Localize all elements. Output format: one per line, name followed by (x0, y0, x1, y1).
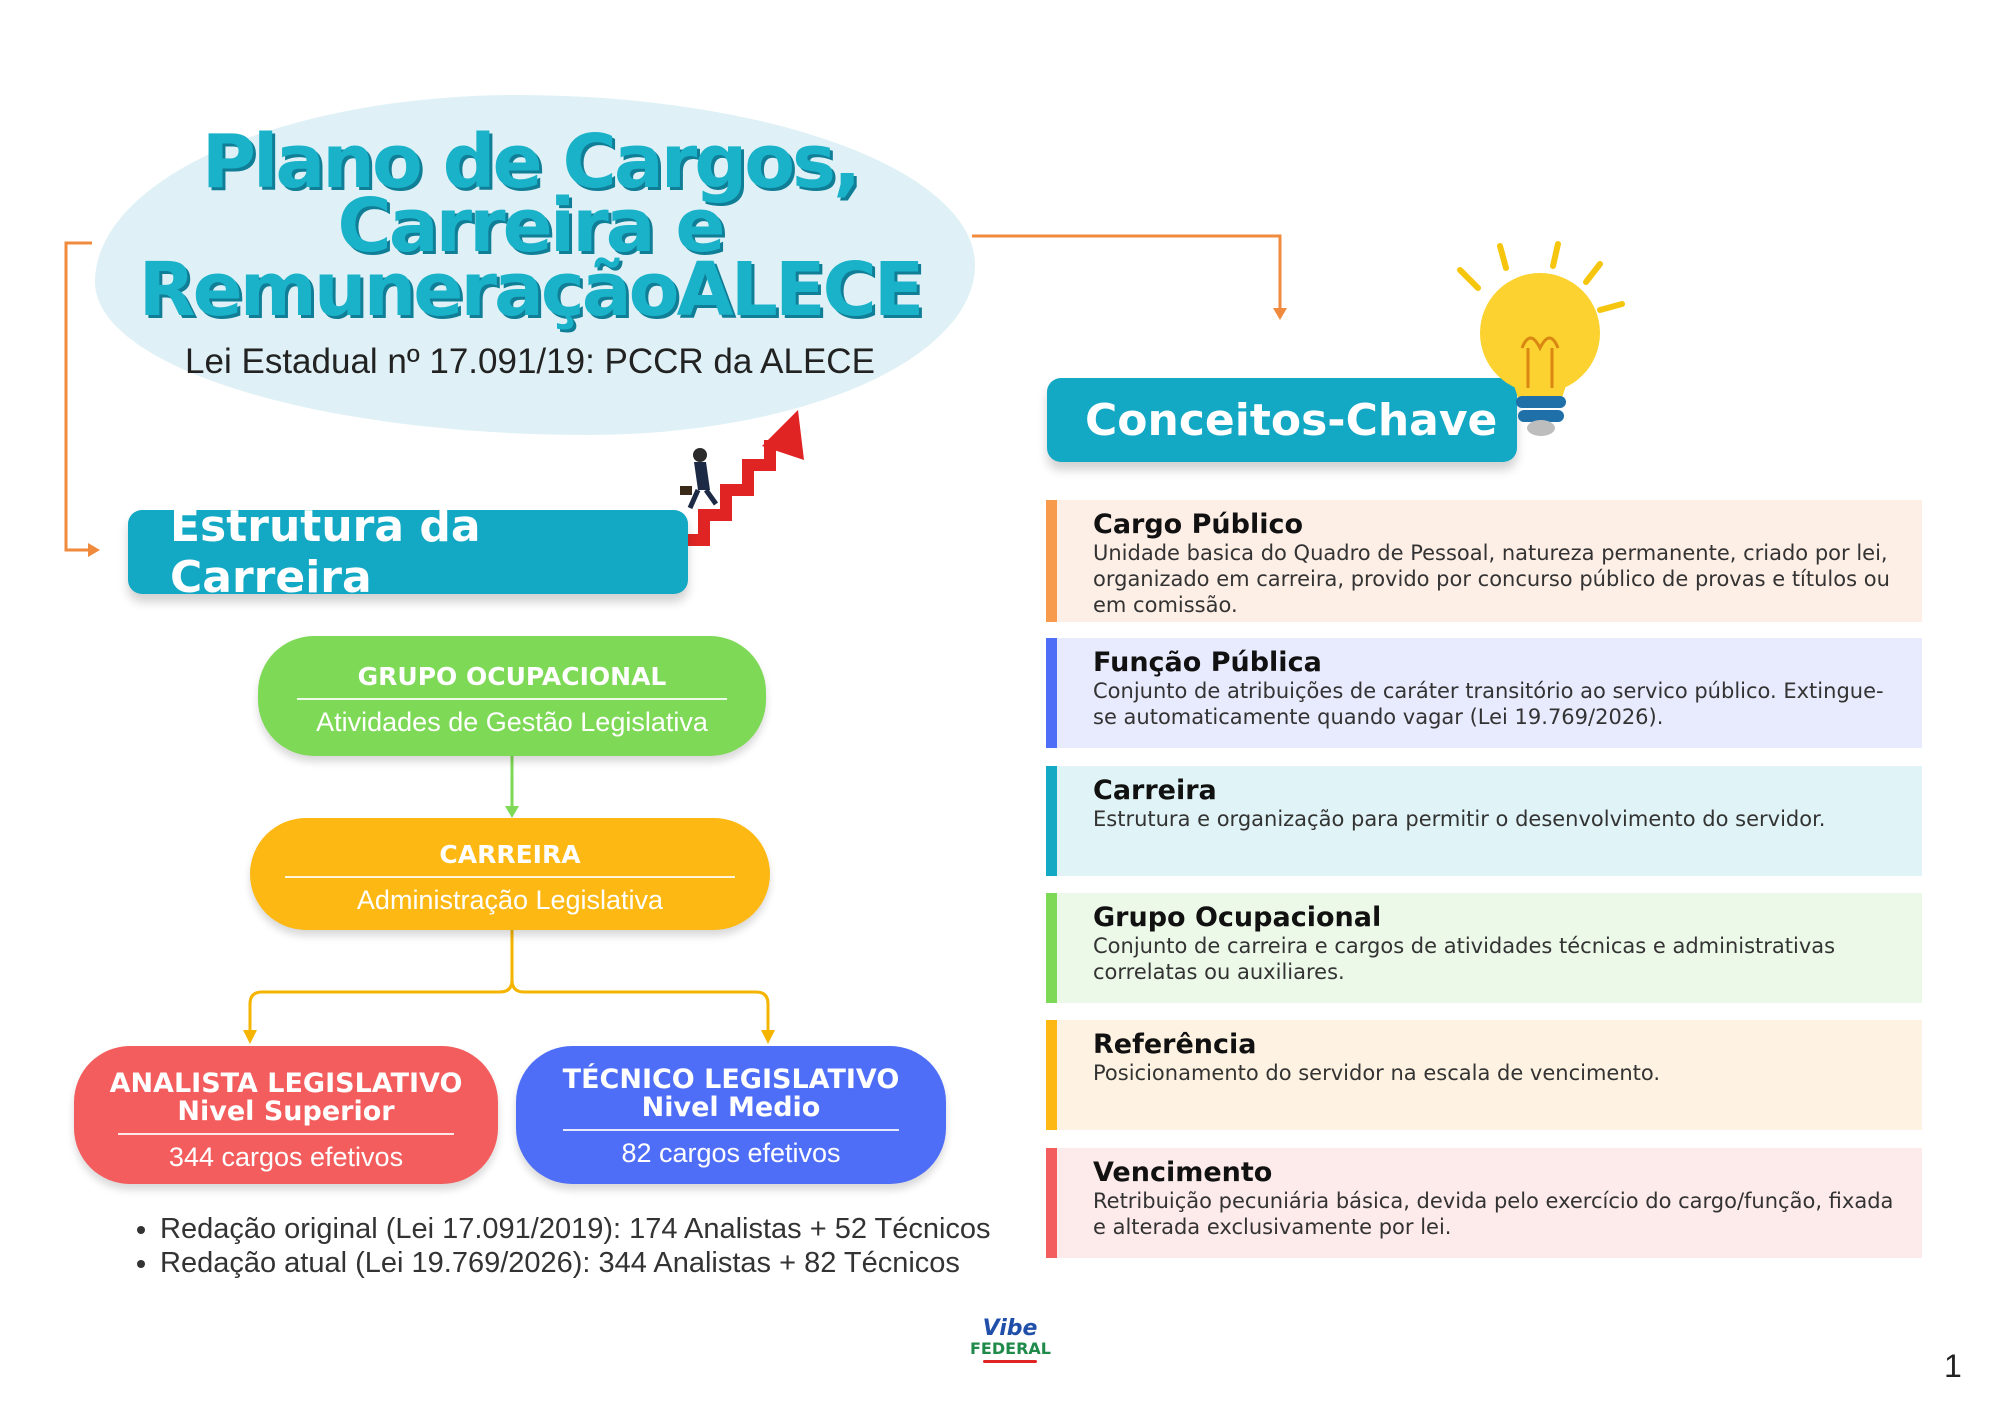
right-orange-connector (972, 236, 1280, 312)
concept-title: Vencimento (1093, 1157, 1273, 1188)
flow-node-analista (74, 1046, 498, 1184)
flow-node-analista-level: Nivel Superior (177, 1096, 395, 1127)
concept-text: Estrutura e organização para permitir o desenvolvimento do servidor. (1093, 807, 1826, 831)
concept-title: Referência (1093, 1029, 1257, 1060)
businessman-icon (680, 448, 716, 508)
flow-node-tecnico (516, 1046, 946, 1184)
flow-node-carreira-value: Administração Legislativa (356, 885, 664, 915)
flow-node-analista-value: 344 cargos efetivos (168, 1142, 404, 1172)
flow-node-grupo (258, 636, 766, 756)
concept-text: Unidade basica do Quadro de Pessoal, natureza permanente, criado por lei, organizado em carreira, provido por concurso público de provas e títulos ou em comissão. (1093, 541, 1890, 617)
concept-card-funcao-publica (1046, 638, 1922, 748)
concept-title: Carreira (1093, 775, 1217, 806)
vibe-federal-logo (970, 1318, 1050, 1363)
note-item: • Redação original (Lei 17.091/2019): 174 Analistas + 52 Técnicos (160, 1212, 991, 1246)
concept-card-carreira (1046, 766, 1922, 876)
concept-card-referencia (1046, 1020, 1922, 1130)
page-subtitle: Lei Estadual nº 17.091/19: PCCR da ALECE (185, 342, 875, 381)
divider (297, 698, 727, 700)
page-number: 1 (1944, 1348, 1962, 1384)
concept-card-cargo-publico (1046, 500, 1922, 622)
concept-text: Conjunto de atribuições de caráter transitório ao servico público. Extingue-se automaticamente quando vagar (Lei 19.769/2026). (1093, 679, 1884, 729)
divider (118, 1133, 454, 1135)
concept-text: Conjunto de carreira e cargos de atividades técnicas e administrativas correlatas ou auxiliares. (1093, 934, 1836, 984)
brand-line2: FEDERAL (970, 1339, 1051, 1358)
flow-node-grupo-value: Atividades de Gestão Legislativa (316, 707, 708, 737)
notes-list (130, 1212, 991, 1280)
note-item: • Redação atual (Lei 19.769/2026): 344 Analistas + 82 Técnicos (160, 1246, 991, 1280)
flow-node-tecnico-heading: TÉCNICO LEGISLATIVO (562, 1064, 900, 1095)
concept-title: Cargo Público (1093, 509, 1304, 540)
flow-node-grupo-heading: GRUPO OCUPACIONAL (357, 662, 667, 691)
lightbulb-icon (1450, 238, 1640, 468)
concept-text: Retribuição pecuniária básica, devida pelo exercício do cargo/função, fixada e alterada exclusivamente por lei. (1093, 1189, 1894, 1239)
brand-line1: Vibe (982, 1316, 1038, 1341)
concept-text: Posicionamento do servidor na escala de vencimento. (1093, 1061, 1661, 1085)
flow-node-analista-heading: ANALISTA LEGISLATIVO (109, 1068, 463, 1099)
divider (285, 876, 735, 878)
left-orange-connector (66, 243, 92, 550)
concept-card-vencimento (1046, 1148, 1922, 1258)
flow-node-tecnico-value: 82 cargos efetivos (621, 1138, 841, 1168)
flow-node-carreira (250, 818, 770, 930)
flow-node-tecnico-level: Nivel Medio (641, 1092, 821, 1123)
concept-title: Função Pública (1093, 647, 1322, 678)
section-title-conceitos: Conceitos-Chave (1047, 378, 1517, 462)
section-title-estrutura: Estrutura da Carreira (128, 510, 688, 594)
brand-underline (983, 1360, 1037, 1363)
concept-title: Grupo Ocupacional (1093, 902, 1382, 933)
flow-node-carreira-heading: CARREIRA (439, 840, 581, 869)
page-title: Plano de Cargos, Carreira e RemuneraçãoALECE (138, 119, 922, 333)
concept-card-grupo-ocupacional (1046, 893, 1922, 1003)
divider (563, 1129, 899, 1131)
